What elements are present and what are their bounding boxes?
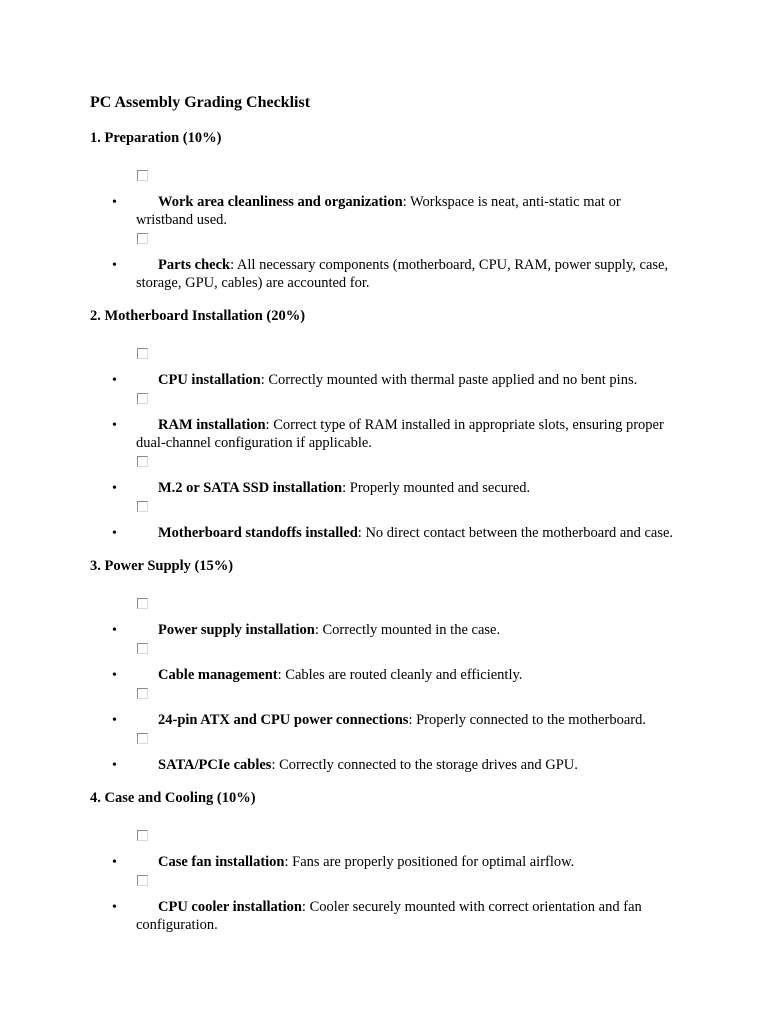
bullet-icon: • [112,258,117,273]
checklist-item-description: : Correctly connected to the storage drives and GPU. [271,757,578,773]
bullet-icon: • [112,900,117,915]
checklist-item-text [136,853,680,871]
checklist-item-description: : Cables are routed cleanly and efficiently. [277,667,523,683]
bullet-icon: • [112,481,117,496]
checklist-item-description: : Properly connected to the motherboard. [408,712,647,728]
checkbox[interactable] [137,643,148,654]
checklist-item-label: CPU cooler installation [158,899,302,915]
checklist-item-description: : Correct type of RAM installed in appropriate slots, ensuring proper dual-channel configuration if applicable. [136,417,664,451]
document-title: PC Assembly Grading Checklist [90,94,311,111]
checklist-item-description: : Properly mounted and secured. [342,480,531,496]
checklist-items [90,348,680,542]
checklist-item [90,875,680,934]
bullet-icon: • [112,526,117,541]
checklist-item-description: : Correctly mounted with thermal paste applied and no bent pins. [260,372,638,388]
checklist-item-label: Cable management [158,667,278,683]
checkbox[interactable] [137,830,148,841]
checklist-item [90,643,680,684]
checkbox[interactable] [137,456,148,467]
checkbox[interactable] [137,875,148,886]
checklist-item-label: Motherboard standoffs installed [158,525,358,541]
checklist-item-label: RAM installation [158,417,266,433]
checklist-item-text [136,898,680,934]
checklist-item [90,348,680,389]
checklist-item [90,170,680,229]
checklist-item [90,733,680,774]
checkbox[interactable] [137,733,148,744]
checkbox[interactable] [137,688,148,699]
checklist-item [90,393,680,452]
bullet-icon: • [112,713,117,728]
checklist-item-label: CPU installation [158,372,261,388]
bullet-icon: • [112,623,117,638]
checkbox[interactable] [137,393,148,404]
checklist-item-text [136,479,680,497]
checklist-item [90,598,680,639]
bullet-icon: • [112,418,117,433]
checklist-item-label: 24-pin ATX and CPU power connections [158,712,409,728]
checklist-sections [90,128,680,934]
checklist-item [90,456,680,497]
checkbox[interactable] [137,348,148,359]
checklist-item-text [136,666,680,684]
checklist-items [90,598,680,774]
checkbox[interactable] [137,501,148,512]
checklist-item-text [136,524,680,542]
bullet-icon: • [112,373,117,388]
checklist-item [90,688,680,729]
section-heading: 3. Power Supply (15%) [90,558,234,574]
checklist-item-description: : Correctly mounted in the case. [314,622,501,638]
checklist-item-text [136,711,680,729]
checklist-item-text [136,621,680,639]
bullet-icon: • [112,855,117,870]
checklist-item-description: : Workspace is neat, anti-static mat or wristband used. [136,194,621,228]
document-page [90,92,680,934]
checklist-item-text [136,256,680,292]
checklist-item [90,501,680,542]
checkbox[interactable] [137,170,148,181]
checklist-item-label: Power supply installation [158,622,315,638]
checklist-items [90,830,680,934]
checklist-item-description: : Fans are properly positioned for optimal airflow. [284,854,575,870]
checklist-item [90,233,680,292]
checklist-item-text [136,416,680,452]
checklist-item-description: : Cooler securely mounted with correct orientation and fan configuration. [136,899,642,933]
checkbox[interactable] [137,233,148,244]
bullet-icon: • [112,758,117,773]
bullet-icon: • [112,195,117,210]
section-heading: 2. Motherboard Installation (20%) [90,308,306,324]
checklist-section [90,556,680,774]
checklist-item-label: M.2 or SATA SSD installation [158,480,343,496]
checklist-item-text [136,371,680,389]
checklist-section [90,128,680,292]
checklist-item [90,830,680,871]
checklist-item-label: Parts check [158,257,231,273]
checklist-item-description: : All necessary components (motherboard, CPU, RAM, power supply, case, storage, GPU, cables) are accounted for. [136,257,669,291]
checklist-items [90,170,680,292]
checklist-item-description: : No direct contact between the motherboard and case. [357,525,674,541]
checklist-item-label: Case fan installation [158,854,285,870]
checklist-item-text [136,193,680,229]
section-heading: 4. Case and Cooling (10%) [90,790,256,806]
checklist-section [90,306,680,542]
checklist-item-label: SATA/PCIe cables [158,757,272,773]
checklist-item-label: Work area cleanliness and organization [158,194,403,210]
section-heading: 1. Preparation (10%) [90,130,222,146]
checklist-section [90,788,680,934]
checkbox[interactable] [137,598,148,609]
checklist-item-text [136,756,680,774]
bullet-icon: • [112,668,117,683]
